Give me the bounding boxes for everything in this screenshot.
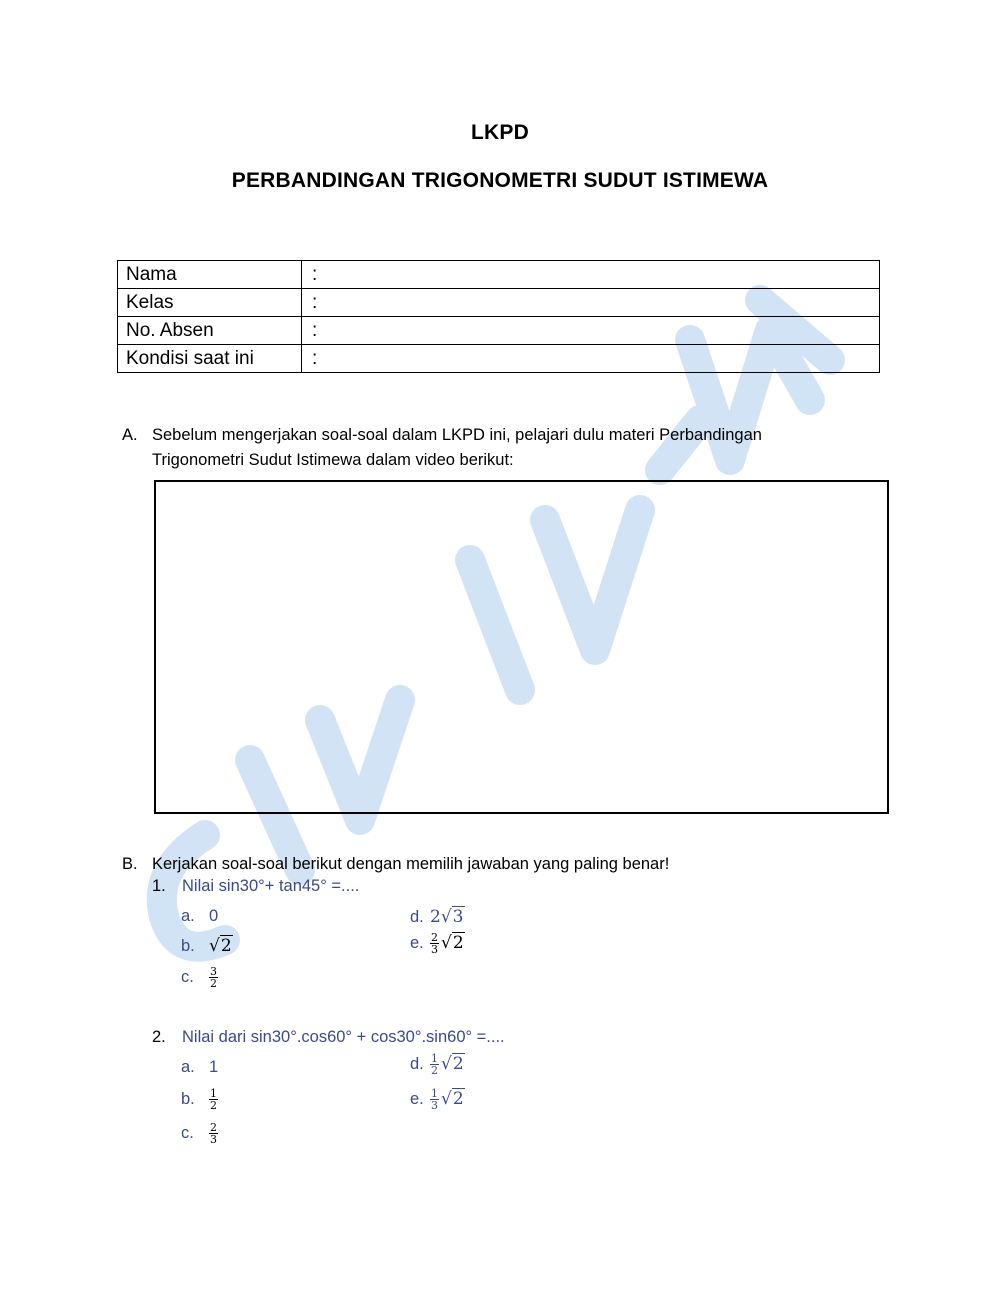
fraction — [430, 1053, 439, 1076]
option-letter: b. — [181, 937, 195, 955]
option-letter: e. — [410, 933, 424, 952]
video-embed-box[interactable] — [154, 480, 889, 814]
section-a-marker: A. — [122, 426, 138, 444]
q2-option-e[interactable] — [410, 1088, 465, 1111]
numerator: 3 — [210, 965, 217, 978]
question-stem: Nilai dari sin30°.cos60° + cos30°.sin60° =.... — [182, 1028, 505, 1046]
row-label-kelas: Kelas — [118, 289, 302, 317]
sqrt-expression: √2 — [209, 936, 232, 956]
question-number: 1. — [152, 877, 166, 895]
radicand: 2 — [452, 1088, 464, 1109]
numerator: 2 — [431, 931, 438, 944]
identity-table — [117, 260, 880, 373]
option-letter: a. — [181, 1058, 195, 1076]
absen-field[interactable]: : — [302, 317, 880, 345]
sqrt-expression: √2 — [441, 1088, 464, 1109]
option-letter: b. — [181, 1089, 195, 1108]
fraction — [430, 932, 439, 955]
option-letter: c. — [181, 1123, 194, 1142]
nama-field[interactable]: : — [302, 261, 880, 289]
denominator: 3 — [431, 1099, 438, 1112]
numerator: 1 — [431, 1087, 438, 1100]
q1-option-d[interactable] — [410, 907, 465, 927]
option-letter: a. — [181, 907, 195, 925]
radicand: 2 — [452, 1053, 464, 1074]
fraction — [430, 1088, 439, 1111]
table-row — [118, 317, 880, 345]
radicand: 2 — [220, 936, 232, 956]
option-letter: e. — [410, 1089, 424, 1108]
numerator: 2 — [210, 1121, 217, 1134]
option-letter: c. — [181, 967, 194, 986]
fraction — [209, 966, 218, 989]
fraction — [209, 1122, 218, 1145]
section-a-text: Sebelum mengerjakan soal-soal dalam LKPD ini, pelajari dulu materi Perbandingan Trigonometri Sudut Istimewa dalam video berikut: — [152, 426, 762, 469]
option-value: 0 — [209, 907, 219, 925]
sqrt-expression: √2 — [441, 932, 464, 953]
section-b-marker: B. — [122, 855, 138, 873]
numerator: 1 — [210, 1087, 217, 1100]
option-letter: d. — [410, 1054, 424, 1073]
kelas-field[interactable]: : — [302, 289, 880, 317]
row-label-kondisi: Kondisi saat ini — [118, 345, 302, 373]
denominator: 3 — [431, 943, 438, 956]
option-value: 1 — [209, 1058, 219, 1076]
q1-option-a[interactable] — [181, 907, 218, 926]
radicand: 2 — [452, 932, 464, 953]
question-number: 2. — [152, 1028, 166, 1046]
denominator: 2 — [431, 1064, 438, 1077]
q2-option-d[interactable] — [410, 1053, 465, 1076]
q2-option-a[interactable] — [181, 1058, 218, 1077]
radicand: 3 — [452, 907, 464, 927]
question-stem: Nilai sin30°+ tan45° =.... — [182, 877, 360, 895]
coefficient: 2 — [430, 907, 441, 927]
sqrt-expression: √3 — [440, 907, 464, 927]
document-subtitle: PERBANDINGAN TRIGONOMETRI SUDUT ISTIMEWA — [231, 169, 769, 192]
denominator: 2 — [210, 1099, 217, 1112]
row-label-absen: No. Absen — [118, 317, 302, 345]
document-title: LKPD — [471, 121, 529, 144]
q2-option-c[interactable] — [181, 1122, 220, 1145]
section-b-text: Kerjakan soal-soal berikut dengan memilih jawaban yang paling benar! — [152, 855, 670, 873]
q1-option-b[interactable] — [181, 936, 233, 956]
table-row — [118, 345, 880, 373]
table-row — [118, 289, 880, 317]
table-row — [118, 261, 880, 289]
option-letter: d. — [410, 908, 424, 926]
fraction — [209, 1088, 218, 1111]
numerator: 1 — [431, 1052, 438, 1065]
denominator: 3 — [210, 1133, 217, 1146]
q2-option-b[interactable] — [181, 1088, 220, 1111]
kondisi-field[interactable]: : — [302, 345, 880, 373]
q1-option-e[interactable] — [410, 932, 465, 955]
q1-option-c[interactable] — [181, 966, 220, 989]
row-label-nama: Nama — [118, 261, 302, 289]
sqrt-expression: √2 — [441, 1053, 464, 1074]
denominator: 2 — [210, 977, 217, 990]
